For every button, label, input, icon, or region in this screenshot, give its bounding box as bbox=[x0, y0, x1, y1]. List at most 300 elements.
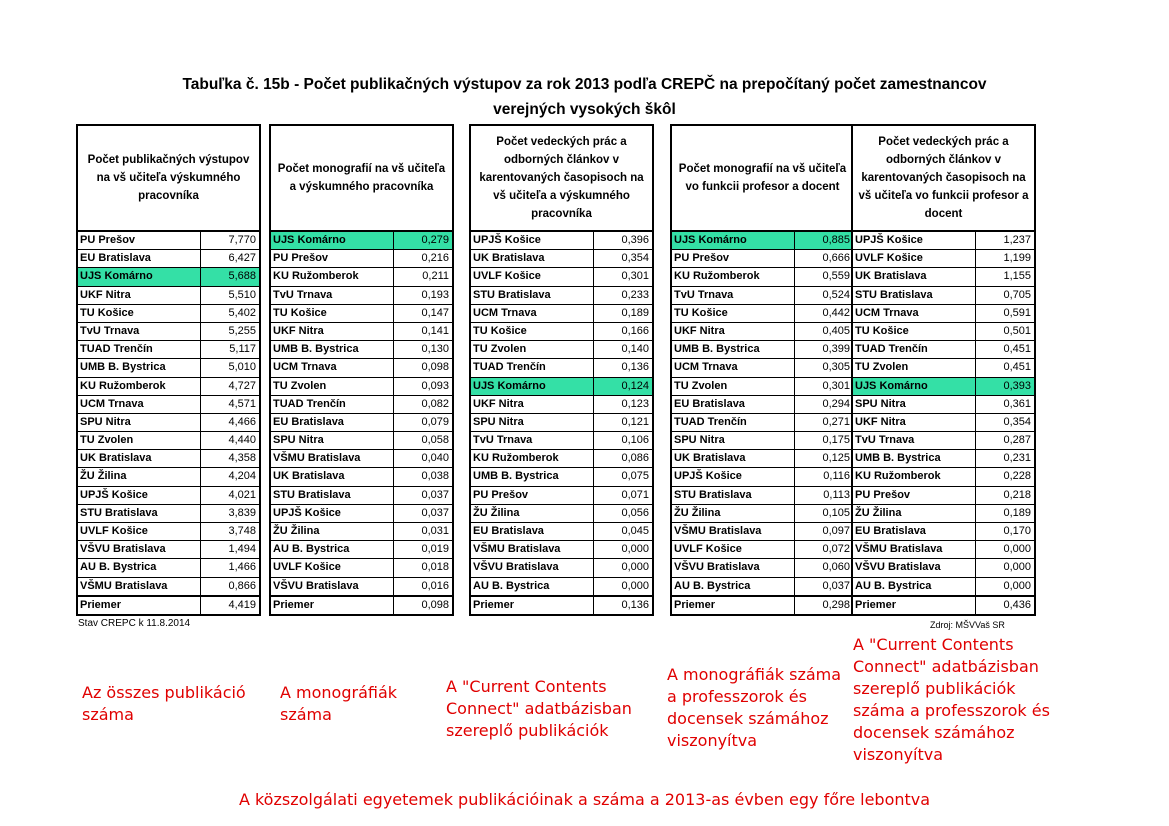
value-cell: 0,079 bbox=[421, 415, 449, 428]
value-cell: 1,237 bbox=[1003, 234, 1031, 246]
university-name: TU Košice bbox=[271, 305, 394, 322]
value-cell: 0,193 bbox=[421, 288, 449, 301]
table-row bbox=[78, 487, 259, 505]
table-row bbox=[853, 341, 1034, 359]
value-cell: 1,199 bbox=[1003, 252, 1031, 265]
table-row bbox=[271, 341, 452, 359]
value-cell: 5,510 bbox=[228, 288, 256, 301]
table-row bbox=[271, 359, 452, 377]
table-row bbox=[78, 341, 259, 359]
average-value: 0,098 bbox=[421, 598, 449, 611]
university-name: UKF Nitra bbox=[853, 414, 976, 431]
value-cell: 0,396 bbox=[621, 234, 649, 246]
university-name: UK Bratislava bbox=[672, 450, 795, 467]
value-cell: 0,105 bbox=[822, 506, 850, 519]
table-row bbox=[672, 559, 853, 577]
university-name: ŽU Žilina bbox=[471, 505, 594, 522]
university-name: ŽU Žilina bbox=[271, 523, 394, 540]
table-row bbox=[471, 396, 652, 414]
university-name: TvU Trnava bbox=[672, 287, 795, 304]
table-row bbox=[271, 232, 452, 250]
table-row bbox=[853, 487, 1034, 505]
university-name: VŠVU Bratislava bbox=[672, 559, 795, 576]
value-cell: 0,305 bbox=[822, 361, 850, 374]
value-cell: 1,155 bbox=[1003, 270, 1031, 283]
university-name: VŠMU Bratislava bbox=[78, 578, 201, 595]
university-name: EU Bratislava bbox=[471, 523, 594, 540]
table-row bbox=[853, 414, 1034, 432]
value-cell: 1,494 bbox=[228, 543, 256, 556]
note-current-contents: A "Current Contents Connect" adatbázisban szereplő publikációk bbox=[446, 677, 632, 740]
table-header: Počet publikačných výstupov na vš učiteľa výskumného pracovníka bbox=[78, 126, 259, 232]
table-row bbox=[672, 268, 853, 286]
value-cell: 3,839 bbox=[228, 506, 256, 519]
university-name: TU Košice bbox=[471, 323, 594, 340]
table-row bbox=[471, 250, 652, 268]
table-row bbox=[853, 305, 1034, 323]
value-cell: 0,037 bbox=[421, 506, 449, 519]
value-cell: 0,000 bbox=[621, 543, 649, 556]
table-row bbox=[471, 268, 652, 286]
average-label: Priemer bbox=[78, 597, 201, 614]
average-label: Priemer bbox=[471, 597, 594, 614]
value-cell: 0,211 bbox=[422, 270, 449, 283]
university-name: UPJŠ Košice bbox=[271, 505, 394, 522]
value-cell: 0,294 bbox=[822, 397, 850, 410]
value-cell: 0,000 bbox=[1003, 579, 1031, 592]
value-cell: 0,113 bbox=[823, 488, 850, 501]
university-name: UPJŠ Košice bbox=[672, 468, 795, 485]
value-cell: 6,427 bbox=[228, 252, 256, 265]
value-cell: 4,466 bbox=[228, 415, 256, 428]
university-name: STU Bratislava bbox=[672, 487, 795, 504]
table-row bbox=[271, 250, 452, 268]
table-2 bbox=[269, 124, 454, 616]
university-name: UK Bratislava bbox=[78, 450, 201, 467]
university-name: UMB B. Bystrica bbox=[471, 468, 594, 485]
value-cell: 0,071 bbox=[621, 488, 649, 501]
table-row bbox=[672, 505, 853, 523]
table-row bbox=[672, 414, 853, 432]
table-row bbox=[471, 487, 652, 505]
value-cell: 0,451 bbox=[1003, 361, 1031, 374]
value-cell: 0,038 bbox=[421, 470, 449, 483]
university-name: TU Košice bbox=[853, 323, 976, 340]
table-row bbox=[471, 468, 652, 486]
table-row bbox=[853, 268, 1034, 286]
university-name: TU Zvolen bbox=[853, 359, 976, 376]
value-cell: 0,287 bbox=[1003, 434, 1031, 447]
university-name: VŠMU Bratislava bbox=[471, 541, 594, 558]
value-cell: 4,440 bbox=[228, 434, 256, 447]
average-value: 0,136 bbox=[621, 598, 649, 611]
table-row bbox=[471, 450, 652, 468]
university-name: UKF Nitra bbox=[672, 323, 795, 340]
table-1 bbox=[76, 124, 261, 616]
table-row bbox=[271, 523, 452, 541]
table-row bbox=[78, 414, 259, 432]
table-row bbox=[271, 287, 452, 305]
table-row bbox=[78, 323, 259, 341]
university-name: SPU Nitra bbox=[672, 432, 795, 449]
table-row bbox=[78, 287, 259, 305]
university-name: AU B. Bystrica bbox=[672, 578, 795, 595]
value-cell: 0,000 bbox=[621, 561, 649, 574]
university-name: AU B. Bystrica bbox=[853, 578, 976, 595]
table-row bbox=[853, 287, 1034, 305]
university-name: AU B. Bystrica bbox=[271, 541, 394, 558]
value-cell: 0,301 bbox=[822, 379, 850, 392]
university-name: VŠVU Bratislava bbox=[471, 559, 594, 576]
university-name: AU B. Bystrica bbox=[471, 578, 594, 595]
table-row bbox=[471, 359, 652, 377]
table-row bbox=[78, 232, 259, 250]
value-cell: 0,106 bbox=[621, 434, 649, 447]
table-row bbox=[271, 305, 452, 323]
value-cell: 0,147 bbox=[421, 306, 449, 319]
average-row bbox=[271, 596, 452, 614]
value-cell: 0,885 bbox=[822, 234, 850, 246]
value-cell: 0,045 bbox=[621, 525, 649, 537]
university-name: STU Bratislava bbox=[471, 287, 594, 304]
university-name: TUAD Trenčín bbox=[471, 359, 594, 376]
university-name: STU Bratislava bbox=[78, 505, 201, 522]
table-row bbox=[471, 323, 652, 341]
table-row bbox=[78, 432, 259, 450]
table-row bbox=[672, 432, 853, 450]
university-name: ŽU Žilina bbox=[78, 468, 201, 485]
table-row bbox=[271, 541, 452, 559]
table-row bbox=[672, 450, 853, 468]
university-name: SPU Nitra bbox=[471, 414, 594, 431]
average-row bbox=[672, 596, 853, 614]
value-cell: 0,866 bbox=[228, 579, 256, 592]
note-monographs-prof: A monográfiák száma a professzorok és docensek számához viszonyítva bbox=[667, 665, 842, 750]
value-cell: 0,271 bbox=[822, 415, 850, 428]
table-row bbox=[672, 232, 853, 250]
table-row bbox=[471, 523, 652, 541]
table-row bbox=[78, 468, 259, 486]
university-name: AU B. Bystrica bbox=[78, 559, 201, 576]
table-row bbox=[471, 287, 652, 305]
table-row bbox=[78, 268, 259, 286]
value-cell: 0,019 bbox=[421, 543, 449, 556]
university-name: ŽU Žilina bbox=[672, 505, 795, 522]
table-row bbox=[471, 378, 652, 396]
average-label: Priemer bbox=[672, 597, 795, 614]
table-row bbox=[471, 505, 652, 523]
university-name: UCM Trnava bbox=[271, 359, 394, 376]
value-cell: 4,204 bbox=[228, 470, 256, 483]
value-cell: 0,000 bbox=[1003, 543, 1031, 556]
university-name: TvU Trnava bbox=[853, 432, 976, 449]
table-row bbox=[271, 578, 452, 596]
value-cell: 0,060 bbox=[822, 561, 850, 574]
university-name: EU Bratislava bbox=[78, 250, 201, 267]
value-cell: 0,136 bbox=[621, 361, 649, 374]
university-name: EU Bratislava bbox=[853, 523, 976, 540]
table-row bbox=[853, 359, 1034, 377]
value-cell: 0,228 bbox=[1003, 470, 1031, 483]
value-cell: 0,666 bbox=[822, 252, 850, 265]
university-name: KU Ružomberok bbox=[471, 450, 594, 467]
university-name: UK Bratislava bbox=[853, 268, 976, 285]
value-cell: 0,124 bbox=[621, 379, 649, 392]
table-header: Počet monografií na vš učiteľa vo funkcii profesor a docent bbox=[672, 126, 853, 232]
university-name: UVLF Košice bbox=[853, 250, 976, 267]
table-row bbox=[672, 323, 853, 341]
table-3 bbox=[469, 124, 654, 616]
value-cell: 0,075 bbox=[621, 470, 649, 483]
university-name: UCM Trnava bbox=[78, 396, 201, 413]
table-row bbox=[672, 359, 853, 377]
university-name: TvU Trnava bbox=[271, 287, 394, 304]
university-name: UK Bratislava bbox=[271, 468, 394, 485]
value-cell: 0,072 bbox=[822, 543, 850, 556]
value-cell: 0,016 bbox=[421, 579, 449, 592]
university-name: UJS Komárno bbox=[271, 232, 394, 249]
table-4 bbox=[670, 124, 855, 616]
table-row bbox=[78, 450, 259, 468]
table-row bbox=[853, 468, 1034, 486]
table-row bbox=[471, 432, 652, 450]
title-line-2: verejných vysokých škôl bbox=[493, 101, 676, 118]
table-row bbox=[78, 305, 259, 323]
value-cell: 0,037 bbox=[421, 488, 449, 501]
value-cell: 0,442 bbox=[822, 306, 850, 319]
value-cell: 0,123 bbox=[621, 397, 649, 410]
table-row bbox=[471, 341, 652, 359]
university-name: PU Prešov bbox=[78, 232, 201, 249]
table-row bbox=[853, 232, 1034, 250]
university-name: PU Prešov bbox=[471, 487, 594, 504]
university-name: UPJŠ Košice bbox=[853, 232, 976, 249]
value-cell: 0,130 bbox=[421, 343, 449, 356]
table-row bbox=[672, 468, 853, 486]
average-row bbox=[853, 596, 1034, 614]
table-row bbox=[853, 523, 1034, 541]
value-cell: 0,559 bbox=[822, 270, 850, 283]
university-name: EU Bratislava bbox=[271, 414, 394, 431]
value-cell: 0,354 bbox=[621, 252, 649, 265]
university-name: SPU Nitra bbox=[853, 396, 976, 413]
university-name: UMB B. Bystrica bbox=[672, 341, 795, 358]
university-name: TU Zvolen bbox=[471, 341, 594, 358]
table-5 bbox=[851, 124, 1036, 616]
value-cell: 7,770 bbox=[228, 234, 256, 246]
value-cell: 0,018 bbox=[421, 561, 449, 574]
page-title bbox=[0, 72, 1169, 122]
table-row bbox=[471, 232, 652, 250]
table-row bbox=[672, 305, 853, 323]
value-cell: 5,688 bbox=[228, 270, 256, 283]
zdroj: Zdroj: MŠVVaš SR bbox=[930, 620, 1005, 630]
value-cell: 0,058 bbox=[421, 434, 449, 447]
table-row bbox=[78, 396, 259, 414]
university-name: TUAD Trenčín bbox=[271, 396, 394, 413]
university-name: UJS Komárno bbox=[471, 378, 594, 395]
table-row bbox=[672, 378, 853, 396]
table-row bbox=[471, 414, 652, 432]
table-row bbox=[672, 341, 853, 359]
table-row bbox=[271, 450, 452, 468]
university-name: UVLF Košice bbox=[78, 523, 201, 540]
average-row bbox=[78, 596, 259, 614]
university-name: UVLF Košice bbox=[672, 541, 795, 558]
university-name: TUAD Trenčín bbox=[78, 341, 201, 358]
table-row bbox=[471, 305, 652, 323]
university-name: SPU Nitra bbox=[271, 432, 394, 449]
university-name: UMB B. Bystrica bbox=[78, 359, 201, 376]
value-cell: 0,399 bbox=[822, 343, 850, 356]
value-cell: 0,141 bbox=[421, 324, 449, 337]
average-value: 0,436 bbox=[1003, 598, 1031, 611]
university-name: VŠMU Bratislava bbox=[271, 450, 394, 467]
note-total-publications: Az összes publikáció száma bbox=[82, 683, 246, 724]
university-name: UMB B. Bystrica bbox=[271, 341, 394, 358]
university-name: KU Ružomberok bbox=[78, 378, 201, 395]
table-row bbox=[78, 578, 259, 596]
table-row bbox=[853, 432, 1034, 450]
value-cell: 0,175 bbox=[822, 434, 850, 447]
value-cell: 0,705 bbox=[1003, 288, 1031, 301]
value-cell: 5,255 bbox=[228, 324, 256, 337]
average-row bbox=[471, 596, 652, 614]
average-label: Priemer bbox=[271, 597, 394, 614]
value-cell: 0,166 bbox=[621, 324, 649, 337]
value-cell: 0,098 bbox=[421, 361, 449, 374]
table-row bbox=[271, 414, 452, 432]
university-name: TvU Trnava bbox=[471, 432, 594, 449]
table-row bbox=[78, 505, 259, 523]
table-row bbox=[853, 378, 1034, 396]
value-cell: 4,358 bbox=[228, 452, 256, 465]
value-cell: 0,216 bbox=[421, 252, 449, 265]
value-cell: 0,218 bbox=[1003, 488, 1031, 501]
table-row bbox=[853, 450, 1034, 468]
table-row bbox=[271, 432, 452, 450]
university-name: UVLF Košice bbox=[271, 559, 394, 576]
average-label: Priemer bbox=[853, 597, 976, 614]
value-cell: 0,354 bbox=[1003, 415, 1031, 428]
value-cell: 0,279 bbox=[421, 234, 449, 246]
value-cell: 0,361 bbox=[1003, 397, 1031, 410]
university-name: EU Bratislava bbox=[672, 396, 795, 413]
value-cell: 0,591 bbox=[1003, 306, 1031, 319]
value-cell: 0,405 bbox=[822, 324, 850, 337]
university-name: UKF Nitra bbox=[271, 323, 394, 340]
university-name: VŠVU Bratislava bbox=[78, 541, 201, 558]
university-name: ŽU Žilina bbox=[853, 505, 976, 522]
value-cell: 0,000 bbox=[1003, 561, 1031, 574]
value-cell: 0,231 bbox=[1003, 452, 1031, 465]
title-line-1: Tabuľka č. 15b - Počet publikačných výstupov za rok 2013 podľa CREPČ na prepočítaný počet zamestnancov bbox=[182, 76, 987, 93]
table-row bbox=[853, 559, 1034, 577]
table-row bbox=[853, 541, 1034, 559]
university-name: UCM Trnava bbox=[672, 359, 795, 376]
university-name: UJS Komárno bbox=[78, 268, 201, 285]
value-cell: 4,727 bbox=[228, 379, 256, 392]
university-name: UMB B. Bystrica bbox=[853, 450, 976, 467]
value-cell: 0,189 bbox=[621, 306, 649, 319]
table-row bbox=[271, 323, 452, 341]
table-row bbox=[78, 378, 259, 396]
table-header: Počet monografií na vš učiteľa a výskumného pracovníka bbox=[271, 126, 452, 232]
university-name: TU Košice bbox=[672, 305, 795, 322]
table-row bbox=[271, 505, 452, 523]
table-row bbox=[672, 578, 853, 596]
value-cell: 0,093 bbox=[421, 379, 449, 392]
table-row bbox=[471, 559, 652, 577]
value-cell: 0,056 bbox=[621, 506, 649, 519]
university-name: PU Prešov bbox=[271, 250, 394, 267]
value-cell: 4,021 bbox=[228, 488, 256, 501]
table-row bbox=[672, 541, 853, 559]
value-cell: 0,501 bbox=[1003, 324, 1031, 337]
note-current-contents-prof: A "Current Contents Connect" adatbázisban szereplő publikációk száma a professzorok és docensek számához viszonyítva bbox=[853, 635, 1050, 764]
table-row bbox=[672, 287, 853, 305]
university-name: TUAD Trenčín bbox=[672, 414, 795, 431]
table-row bbox=[853, 505, 1034, 523]
table-row bbox=[271, 396, 452, 414]
university-name: KU Ružomberok bbox=[853, 468, 976, 485]
table-header: Počet vedeckých prác a odborných článkov v karentovaných časopisoch na vš učiteľa a výskumného pracovníka bbox=[471, 126, 652, 232]
table-row bbox=[853, 250, 1034, 268]
value-cell: 0,040 bbox=[421, 452, 449, 465]
university-name: UPJŠ Košice bbox=[78, 487, 201, 504]
value-cell: 0,082 bbox=[421, 397, 449, 410]
table-row bbox=[672, 250, 853, 268]
value-cell: 1,466 bbox=[228, 561, 256, 574]
university-name: TvU Trnava bbox=[78, 323, 201, 340]
footer-note: A közszolgálati egyetemek publikációinak a száma a 2013-as évben egy főre lebontva bbox=[238, 790, 931, 809]
table-row bbox=[78, 541, 259, 559]
value-cell: 3,748 bbox=[228, 525, 256, 537]
value-cell: 0,233 bbox=[621, 288, 649, 301]
value-cell: 0,524 bbox=[822, 288, 850, 301]
university-name: KU Ružomberok bbox=[672, 268, 795, 285]
value-cell: 5,117 bbox=[229, 343, 256, 356]
university-name: UKF Nitra bbox=[471, 396, 594, 413]
university-name: UKF Nitra bbox=[78, 287, 201, 304]
university-name: VŠMU Bratislava bbox=[672, 523, 795, 540]
table-row bbox=[853, 396, 1034, 414]
value-cell: 0,140 bbox=[621, 343, 649, 356]
university-name: TU Zvolen bbox=[271, 378, 394, 395]
table-header: Počet vedeckých prác a odborných článkov v karentovaných časopisoch na vš učiteľa vo funkcii profesor a docent bbox=[853, 126, 1034, 232]
table-row bbox=[471, 541, 652, 559]
value-cell: 0,393 bbox=[1003, 379, 1031, 392]
university-name: PU Prešov bbox=[853, 487, 976, 504]
university-name: STU Bratislava bbox=[853, 287, 976, 304]
university-name: TUAD Trenčín bbox=[853, 341, 976, 358]
value-cell: 0,451 bbox=[1003, 343, 1031, 356]
university-name: UVLF Košice bbox=[471, 268, 594, 285]
average-value: 0,298 bbox=[822, 598, 850, 611]
university-name: KU Ružomberok bbox=[271, 268, 394, 285]
value-cell: 5,010 bbox=[228, 361, 256, 374]
university-name: TU Košice bbox=[78, 305, 201, 322]
university-name: UJS Komárno bbox=[672, 232, 795, 249]
table-row bbox=[271, 487, 452, 505]
value-cell: 0,097 bbox=[822, 525, 850, 537]
table-row bbox=[672, 396, 853, 414]
table-row bbox=[672, 523, 853, 541]
value-cell: 0,000 bbox=[621, 579, 649, 592]
value-cell: 0,170 bbox=[1003, 525, 1031, 537]
average-value: 4,419 bbox=[228, 598, 256, 611]
university-name: SPU Nitra bbox=[78, 414, 201, 431]
